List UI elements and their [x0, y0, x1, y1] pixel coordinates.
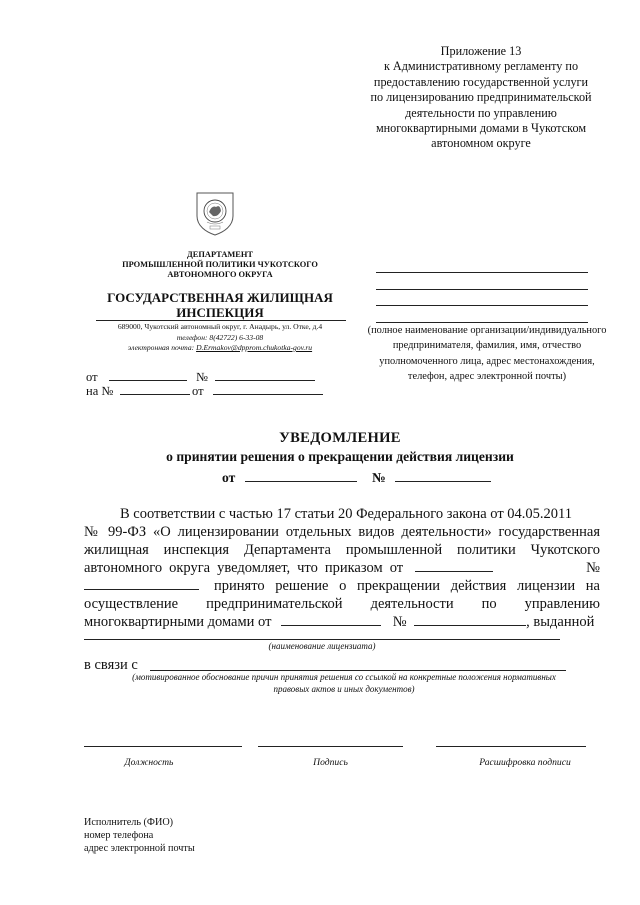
- executor-label: Исполнитель (ФИО): [84, 817, 174, 828]
- appendix-line: предоставлению государственной услуги: [373, 74, 589, 89]
- incoming-number-blank: [120, 382, 190, 395]
- licensee-caption: (наименование лицензиата): [268, 641, 376, 651]
- licensee-line: [84, 639, 560, 640]
- notice-title: УВЕДОМЛЕНИЕ: [279, 430, 401, 446]
- appendix-line: к Административному регламенту по: [383, 59, 579, 74]
- signature-line: [258, 746, 403, 747]
- reason-caption-line: (мотивированное обоснование причин принятия решения со ссылкой на конкретные положения нормативных: [132, 672, 556, 682]
- license-issued-text: , выданной: [526, 614, 595, 630]
- body-line: жилищная инспекция Департамента промышленной политики Чукотского: [84, 542, 600, 558]
- license-date-blank: [281, 613, 381, 626]
- incoming-date: [192, 382, 323, 399]
- inspection-name: [80, 290, 360, 320]
- appendix-line: Приложение 13: [440, 44, 522, 58]
- sender-phone: телефон: 8(42722) 6-33-08: [176, 332, 264, 342]
- signature-caption: Подпись: [313, 757, 348, 768]
- order-number-blank: [84, 577, 199, 590]
- license-number-blank: [414, 613, 526, 626]
- executor-email-label: адрес электронной почты: [84, 843, 195, 854]
- recipient-caption-line: уполномоченного лица, адрес местонахождения,: [379, 355, 595, 367]
- recipient-line: [376, 305, 588, 306]
- recipient-caption-line: телефон, адрес электронной почты): [407, 370, 567, 382]
- header-divider: [96, 320, 346, 321]
- body-line-decision-text: принято решение о прекращении действия лицензии на: [214, 578, 600, 594]
- department-line: ПРОМЫШЛЕННОЙ ПОЛИТИКИ ЧУКОТСКОГО: [122, 260, 318, 269]
- reason-line: [150, 670, 566, 671]
- license-number-label: №: [392, 614, 407, 630]
- coat-of-arms-icon: [193, 190, 237, 236]
- notice-date-blank: [245, 469, 357, 482]
- executor-phone-label: номер телефона: [84, 830, 154, 841]
- notice-date-label: от: [222, 470, 236, 485]
- body-line: № 99-ФЗ «О лицензировании отдельных видов деятельности» государственная: [84, 524, 600, 540]
- sender-email-link[interactable]: D.Ermakov@dpprom.chukotka-gov.ru: [196, 343, 313, 352]
- incoming-date-label: от: [192, 384, 204, 398]
- order-date-blank: [415, 559, 493, 572]
- appendix-block: [348, 44, 614, 152]
- notice-date: [222, 469, 357, 486]
- notice-number-blank: [395, 469, 491, 482]
- order-number-label: №: [586, 560, 600, 576]
- body-line: осуществление предпринимательской деятельности по управлению: [84, 596, 600, 612]
- sender-email-label: электронная почта:: [127, 343, 195, 352]
- body-line-license: [84, 613, 600, 631]
- body-line-license-text: многоквартирными домами от: [84, 614, 272, 630]
- appendix-line: автономном округе: [431, 136, 531, 151]
- position-line: [84, 746, 242, 747]
- recipient-line: [376, 289, 588, 290]
- decoding-caption: Расшифровка подписи: [479, 757, 571, 768]
- reason-caption-line: правовых актов и иных документов): [273, 683, 415, 694]
- reason-label: в связи с: [84, 657, 138, 673]
- notice-number: [372, 469, 491, 486]
- sender-address: 689000, Чукотский автономный округ, г. Анадырь, ул. Отке, д.4: [117, 322, 323, 331]
- appendix-line: по лицензированию предпринимательской: [370, 90, 592, 105]
- recipient-line: [376, 272, 588, 273]
- outgoing-number-blank: [215, 368, 315, 381]
- body-line-order: [84, 559, 600, 577]
- reason-caption: [84, 672, 604, 695]
- recipient-caption-line: предпринимателя, фамилия, имя, отчество: [392, 340, 582, 352]
- sender-contacts: [80, 322, 360, 354]
- outgoing-date-blank: [109, 368, 187, 381]
- appendix-line: деятельности по управлению: [405, 105, 557, 120]
- appendix-line: многоквартирными домами в Чукотском: [375, 121, 587, 136]
- incoming-date-blank: [213, 382, 323, 395]
- notice-subtitle: о принятии решения о прекращении действия лицензии: [166, 449, 514, 464]
- incoming-number: [86, 382, 190, 399]
- department-line: ДЕПАРТАМЕНТ: [187, 250, 253, 259]
- incoming-number-label: на №: [86, 384, 114, 398]
- department-line: АВТОНОМНОГО ОКРУГА: [167, 270, 273, 279]
- notice-number-label: №: [372, 470, 386, 485]
- outgoing-number-label: №: [196, 370, 208, 384]
- department-name: [90, 250, 350, 280]
- decoding-line: [436, 746, 586, 747]
- inspection-line: ГОСУДАРСТВЕННАЯ ЖИЛИЩНАЯ: [107, 290, 333, 305]
- recipient-caption-line: (полное наименование организации/индивидуального: [367, 325, 607, 336]
- body-line-order-text: автономного округа уведомляет, что приказом от: [84, 560, 404, 576]
- position-caption: Должность: [124, 757, 174, 768]
- body-line: В соответствии с частью 17 статьи 20 Федерального закона от 04.05.2011: [120, 506, 572, 522]
- body-line-decision: [84, 577, 600, 595]
- outgoing-date-label: от: [86, 370, 98, 384]
- recipient-caption: [352, 323, 622, 384]
- inspection-line: ИНСПЕКЦИЯ: [176, 305, 264, 320]
